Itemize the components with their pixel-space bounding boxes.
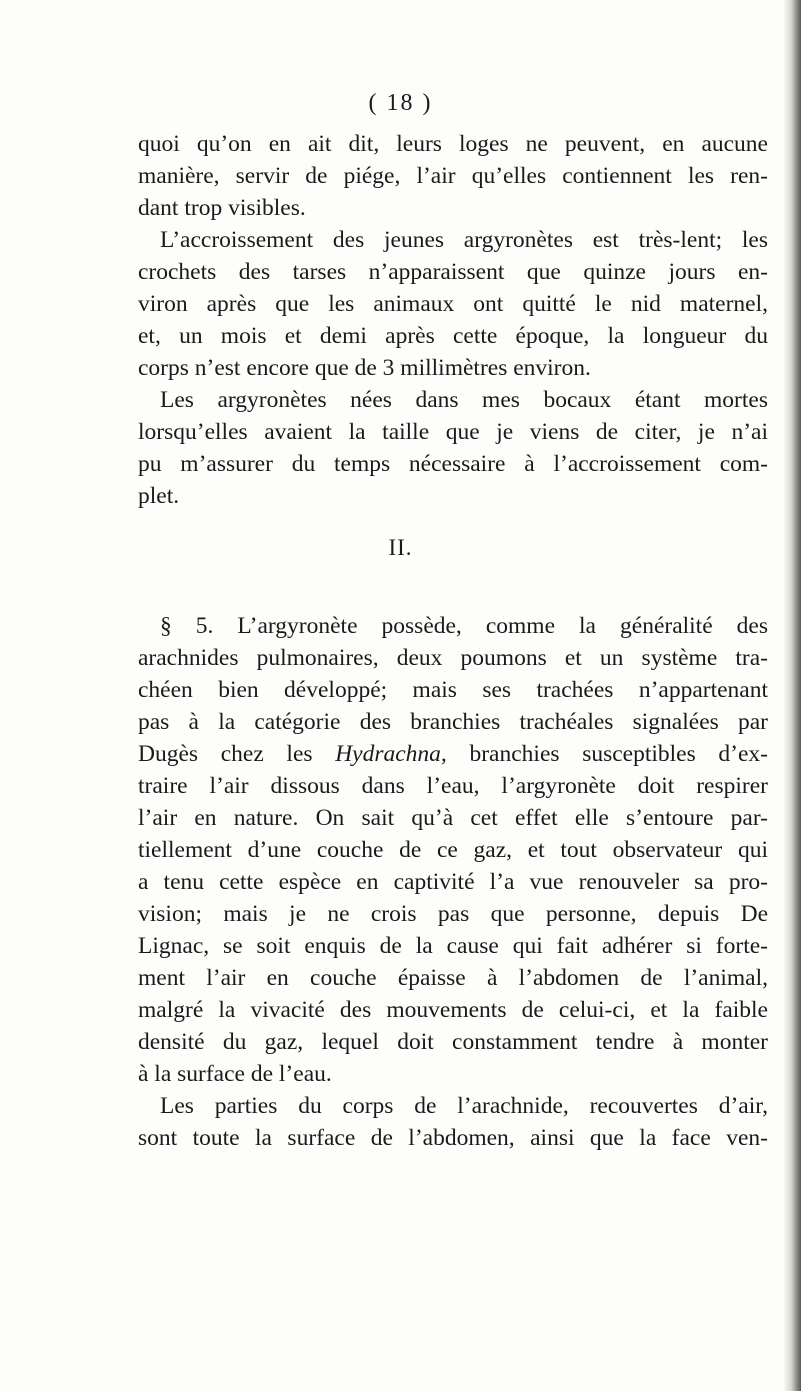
page-edge-shadow (783, 0, 801, 1391)
text-line: lorsqu’elles avaient la taille que je viens de citer, je n’ai (138, 419, 768, 445)
page-number: ( 18 ) (368, 90, 433, 116)
text-line: l’air en nature. On sait qu’à cet effet elle s’entoure par- (138, 805, 768, 831)
text-line: plet. (138, 483, 180, 509)
paragraph-3 (138, 384, 768, 512)
text-line: sont toute la surface de l’abdomen, ainsi que la face ven- (138, 1125, 768, 1151)
text-line: quoi qu’on en ait dit, leurs loges ne peuvent, en aucune (138, 131, 768, 157)
text-line: ment l’air en couche épaisse à l’abdomen de l’animal, (138, 965, 768, 991)
text-line: densité du gaz, lequel doit constamment tendre à monter (138, 1029, 768, 1055)
text-line: malgré la vivacité des mouvements de celui-ci, et la faible (138, 997, 768, 1023)
paragraph-2 (138, 224, 768, 384)
paragraph-5 (138, 1090, 768, 1154)
text-line: corps n’est encore que de 3 millimètres environ. (138, 355, 591, 381)
text-line: Les parties du corps de l’arachnide, recouvertes d’air, (160, 1093, 768, 1119)
text-line: viron après que les animaux ont quitté le nid maternel, (138, 291, 768, 317)
text-line: L’accroissement des jeunes argyronètes est très-lent; les (160, 227, 768, 253)
text-line: chéen bien développé; mais ses trachées n’appartenant (138, 677, 768, 703)
italic-taxon: Hydrachna, (335, 741, 447, 767)
text-line: pu m’assurer du temps nécessaire à l’accroissement com- (138, 451, 768, 477)
text-line: Lignac, se soit enquis de la cause qui fait adhérer si forte- (138, 933, 768, 959)
text-line: manière, servir de piége, l’air qu’elles contiennent les ren- (138, 163, 768, 189)
paragraph-4 (138, 610, 768, 1090)
text-line: arachnides pulmonaires, deux poumons et un système tra- (138, 645, 768, 671)
text-segment: branchies susceptibles d’ex- (469, 741, 769, 767)
paragraph-1 (138, 128, 768, 224)
text-line-with-italic (138, 738, 768, 770)
text-line: a tenu cette espèce en captivité l’a vue renouveler sa pro- (138, 869, 768, 895)
text-line: pas à la catégorie des branchies trachéales signalées par (138, 709, 768, 735)
text-line: dant trop visibles. (138, 195, 306, 221)
text-line: tiellement d’une couche de ce gaz, et tout observateur qui (138, 837, 768, 863)
text-line: traire l’air dissous dans l’eau, l’argyronète doit respirer (138, 773, 768, 799)
text-segment: Dugès chez les (138, 741, 313, 767)
text-line: crochets des tarses n’apparaissent que quinze jours en- (138, 259, 768, 285)
text-line: et, un mois et demi après cette époque, la longueur du (138, 323, 768, 349)
text-line: Les argyronètes nées dans mes bocaux étant mortes (160, 387, 768, 413)
section-heading: II. (388, 535, 413, 560)
text-line: à la surface de l’eau. (138, 1061, 332, 1087)
text-line: vision; mais je ne crois pas que personne, depuis De (138, 901, 768, 927)
text-line: § 5. L’argyronète possède, comme la généralité des (160, 613, 768, 639)
